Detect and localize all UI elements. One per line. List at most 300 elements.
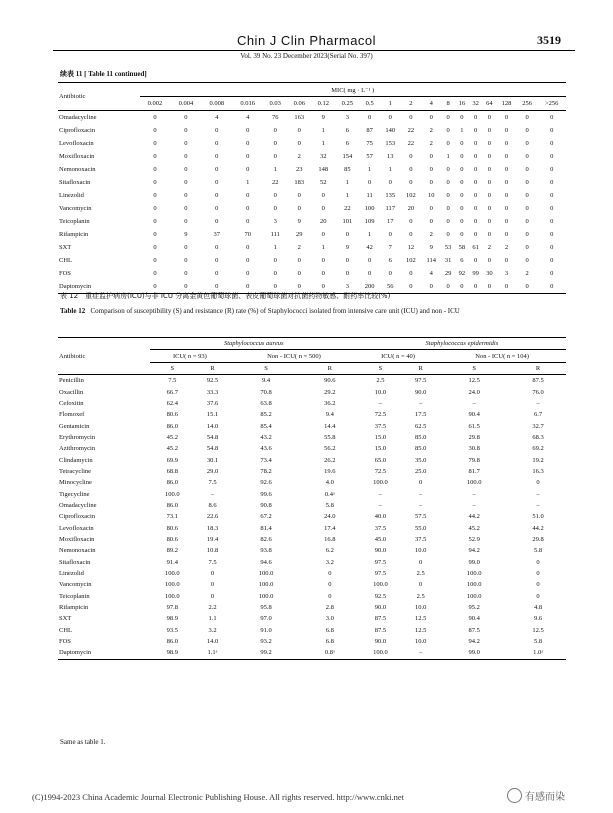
antibiotic-name: Ciprofloxacin (59, 513, 96, 521)
table12-row (58, 466, 566, 477)
mic-count-cell: 0 (504, 166, 509, 173)
table12-title-en (60, 305, 575, 317)
rate-cell: 54.8 (206, 445, 219, 453)
rate-cell: 85.0 (414, 433, 427, 441)
mic-count-cell: 0 (550, 218, 554, 225)
mic-count-cell: 0 (215, 270, 219, 277)
rate-cell: 6.8 (325, 638, 334, 646)
mic-count-cell: 11 (366, 192, 373, 199)
mic-count-cell: 53 (444, 244, 452, 251)
rate-cell: 73.4 (260, 456, 272, 464)
mic-count-cell: 0 (153, 179, 157, 186)
rate-cell: 100.0 (164, 570, 180, 578)
mic-col-header: 256 (522, 100, 533, 107)
rate-cell: – (536, 490, 540, 498)
rate-cell: 86.0 (166, 479, 178, 487)
mic-count-cell: 1 (321, 244, 325, 251)
rate-cell: 97.5 (374, 558, 387, 566)
rate-cell: 80.6 (166, 411, 178, 419)
rate-cell: 25.0 (414, 467, 427, 475)
antibiotic-name: Levofloxacin (59, 140, 94, 147)
mic-count-cell: 0 (446, 205, 450, 212)
mic-count-cell: 0 (504, 283, 509, 290)
mic-count-cell: 57 (366, 153, 373, 160)
table12-row (58, 591, 566, 602)
rate-cell: 100.0 (258, 592, 274, 600)
rate-cell: 100.0 (164, 581, 180, 589)
table12-label: Table 12 (60, 307, 86, 315)
rate-cell: 16.3 (532, 467, 544, 475)
rate-cell: 5.8 (533, 547, 543, 555)
mic-count-cell: 0 (215, 127, 219, 134)
rate-cell: 6.2 (325, 547, 334, 555)
mic-count-cell: 0 (273, 140, 277, 147)
mic-col-header: 0.5 (365, 100, 374, 107)
mic-count-cell: 153 (385, 140, 396, 147)
mic-count-cell: 0 (550, 114, 554, 121)
mic-count-cell: 0 (474, 257, 478, 264)
rate-cell: 37.5 (414, 536, 427, 544)
mic-count-cell: 12 (407, 244, 415, 251)
mic-count-cell: 0 (525, 283, 529, 290)
rate-cell: 6.7 (533, 411, 543, 419)
mic-count-cell: 2 (504, 244, 509, 251)
mic-count-cell: 3 (345, 114, 349, 121)
rate-cell: 78.2 (260, 467, 272, 475)
mic-count-cell: 0 (487, 127, 491, 134)
mic-count-cell: 0 (474, 153, 478, 160)
mic-count-cell: 163 (294, 114, 305, 121)
antibiotic-name: Erythromycin (59, 433, 96, 441)
rate-cell: 14.0 (206, 638, 219, 646)
rate-cell: 98.9 (166, 649, 178, 657)
mic-count-cell: 9 (184, 231, 188, 238)
antibiotic-name: Moxifloxacin (59, 536, 95, 544)
mic-count-cell: 0 (184, 270, 188, 277)
mic-count-cell: 0 (409, 114, 413, 121)
rate-cell: 17.5 (414, 411, 427, 419)
mic-count-cell: 87 (366, 127, 373, 134)
page-number: 3519 (537, 33, 561, 47)
mic-count-cell: 0 (525, 127, 529, 134)
rate-cell: 2.5 (416, 592, 425, 600)
rate-cell: 100.0 (466, 479, 482, 487)
mic-count-cell: 117 (385, 205, 396, 212)
mic-count-cell: 0 (504, 205, 509, 212)
mic-count-cell: 4 (215, 114, 219, 121)
rate-cell: 44.2 (532, 524, 544, 532)
rate-cell: 9.4 (325, 411, 334, 419)
rate-cell: 24.0 (468, 388, 480, 396)
mic-count-cell: 0 (184, 257, 188, 264)
rate-cell: 97.5 (414, 377, 427, 385)
wechat-icon (507, 788, 522, 803)
rate-cell: 1.1ᵃ (207, 649, 218, 657)
mic-count-cell: 0 (487, 179, 491, 186)
rate-cell: 0 (210, 592, 215, 600)
table12-row (58, 454, 566, 465)
mic-count-cell: 0 (215, 166, 219, 173)
mic-count-cell: 0 (153, 283, 157, 290)
table12-row (58, 488, 566, 499)
rate-cell: 87.5 (532, 377, 544, 385)
rate-cell: 63.8 (260, 399, 272, 407)
table11-row (58, 267, 566, 280)
mic-count-cell: 0 (273, 153, 277, 160)
rate-cell: 10.0 (414, 547, 427, 555)
mic-count-cell: 0 (504, 140, 509, 147)
mic-col-header: 32 (472, 100, 479, 107)
rate-cell: 45.2 (166, 433, 178, 441)
table12-row (58, 636, 566, 647)
mic-count-cell: 0 (184, 218, 188, 225)
mic-count-cell: 6 (460, 257, 464, 264)
rate-cell: – (419, 490, 423, 498)
mic-count-cell: 0 (504, 179, 509, 186)
mic-count-cell: 0 (388, 114, 392, 121)
mic-count-cell: 31 (444, 257, 452, 264)
antibiotic-name: Moxifloxacin (59, 153, 95, 160)
rate-cell: 91.0 (260, 626, 272, 634)
rate-cell: 35.0 (414, 456, 427, 464)
mic-count-cell: 1 (388, 166, 392, 173)
rate-cell: 9.6 (533, 615, 543, 623)
mic-count-cell: 0 (429, 114, 433, 121)
rate-cell: 90.0 (414, 388, 427, 396)
rate-cell: 18.3 (206, 524, 219, 532)
mic-col-header: >256 (545, 100, 559, 107)
rate-cell: 51.0 (532, 513, 544, 521)
mic-count-cell: 9 (345, 244, 349, 251)
rate-cell: 100.0 (466, 581, 482, 589)
rate-cell: 15.1 (206, 411, 219, 419)
mic-count-cell: 0 (345, 257, 349, 264)
mic-count-cell: 0 (153, 114, 157, 121)
mic-count-cell: 0 (153, 244, 157, 251)
mic-col-header: 0.06 (293, 100, 305, 107)
rate-cell: 72.5 (374, 411, 387, 419)
rate-cell: 2.5 (416, 570, 425, 578)
mic-count-cell: 17 (387, 218, 394, 225)
rate-cell: 4.8 (533, 604, 543, 612)
mic-count-cell: 0 (321, 257, 325, 264)
antibiotic-name: Omadacycline (59, 114, 97, 121)
rate-cell: 3.2 (208, 626, 217, 634)
mic-count-cell: 2 (429, 127, 433, 134)
mic-count-cell: 140 (385, 127, 396, 134)
rate-cell: 45.2 (468, 524, 480, 532)
mic-count-cell: 0 (525, 114, 529, 121)
antibiotic-name: Daptomycin (59, 283, 92, 290)
mic-count-cell: 0 (446, 218, 450, 225)
rate-cell: 93.8 (260, 547, 272, 555)
table12-row (58, 420, 566, 431)
table12-org-epidermidis: Staphylococcus epidermidis (358, 338, 566, 350)
group-header: ICU( n = 40) (358, 350, 438, 362)
mic-count-cell: 3 (273, 218, 277, 225)
mic-count-cell: 0 (153, 231, 157, 238)
rate-cell: – (472, 490, 476, 498)
mic-col-header: 16 (458, 100, 466, 107)
mic-count-cell: 0 (184, 283, 188, 290)
rate-cell: 24.0 (324, 513, 336, 521)
rate-cell: 68.8 (166, 467, 178, 475)
table11-row (58, 137, 566, 150)
mic-count-cell: 0 (504, 127, 509, 134)
mic-count-cell: 0 (246, 257, 250, 264)
rate-cell: 97.5 (374, 570, 387, 578)
rate-cell: – (378, 399, 383, 407)
antibiotic-name: Vancomycin (59, 581, 92, 589)
mic-count-cell: 1 (321, 140, 325, 147)
mic-count-cell: 0 (460, 218, 464, 225)
mic-count-cell: 0 (215, 257, 219, 264)
mic-count-cell: 0 (550, 257, 554, 264)
journal-title: Chin J Clin Pharmacol (236, 33, 377, 48)
rate-cell: 57.5 (414, 513, 427, 521)
mic-count-cell: 13 (387, 153, 394, 160)
mic-count-cell: 0 (429, 166, 433, 173)
rate-cell: 99.6 (260, 490, 272, 498)
rate-cell: 14.4 (324, 422, 336, 430)
mic-count-cell: 1 (368, 166, 372, 173)
mic-count-cell: 0 (215, 140, 219, 147)
mic-count-cell: 22 (271, 179, 279, 186)
mic-count-cell: 6 (345, 127, 349, 134)
rate-cell: 92.5 (374, 592, 387, 600)
rate-cell: 7.5 (168, 377, 177, 385)
mic-count-cell: 0 (273, 192, 277, 199)
mic-count-cell: 0 (184, 140, 188, 147)
rate-cell: 30.8 (468, 445, 480, 453)
rate-cell: 44.2 (468, 513, 480, 521)
mic-count-cell: 0 (550, 127, 554, 134)
rate-cell: 36.2 (324, 399, 336, 407)
mic-count-cell: 0 (246, 140, 250, 147)
rate-cell: 61.5 (468, 422, 480, 430)
group-header: Non - ICU( n = 104) (438, 350, 566, 362)
mic-count-cell: 0 (246, 205, 250, 212)
mic-count-cell: 0 (409, 179, 413, 186)
rate-cell: 0 (328, 570, 332, 578)
rate-cell: 0 (328, 592, 332, 600)
mic-count-cell: 42 (366, 244, 373, 251)
mic-count-cell: 0 (153, 205, 157, 212)
rate-cell: 15.0 (374, 445, 387, 453)
mic-count-cell: 0 (388, 231, 392, 238)
rate-cell: 15.0 (374, 433, 387, 441)
rate-cell: 67.2 (260, 513, 272, 521)
rate-cell: 5.8 (533, 638, 543, 646)
antibiotic-name: Omadacycline (59, 501, 97, 509)
mic-col-header: 64 (486, 100, 493, 107)
table11-row (58, 189, 566, 202)
rate-cell: 37.6 (206, 399, 219, 407)
mic-count-cell: 0 (297, 205, 301, 212)
rate-cell: 0 (536, 592, 540, 600)
mic-count-cell: 0 (487, 218, 491, 225)
rate-cell: 82.6 (260, 536, 272, 544)
table11-row (58, 176, 566, 189)
rate-cell: 54.8 (206, 433, 219, 441)
rate-cell: 19.2 (532, 456, 544, 464)
rate-cell: 29.8 (532, 536, 544, 544)
mic-count-cell: 0 (368, 270, 372, 277)
rate-cell: 100.0 (466, 570, 482, 578)
rate-cell: 62.4 (166, 399, 178, 407)
table11-row (58, 228, 566, 241)
susceptible-header: S (170, 364, 175, 372)
rate-cell: 86.0 (166, 638, 178, 646)
rate-cell: 22.6 (206, 513, 219, 521)
mic-count-cell: 0 (446, 114, 450, 121)
mic-count-cell: 0 (297, 140, 301, 147)
mic-count-cell: 20 (320, 218, 327, 225)
mic-count-cell: 0 (321, 192, 325, 199)
rate-cell: 93.5 (166, 626, 178, 634)
table12-row (58, 534, 566, 545)
mic-count-cell: 0 (446, 166, 450, 173)
mic-count-cell: 111 (270, 231, 280, 238)
mic-count-cell: 1 (446, 153, 450, 160)
mic-count-cell: 2 (429, 140, 433, 147)
rate-cell: 6.8 (325, 626, 334, 634)
table11-row (58, 111, 566, 125)
mic-count-cell: 0 (184, 114, 188, 121)
mic-count-cell: 0 (215, 192, 219, 199)
mic-count-cell: 75 (366, 140, 373, 147)
mic-count-cell: 85 (344, 166, 351, 173)
mic-count-cell: 2 (525, 270, 529, 277)
rate-cell: 94.2 (468, 638, 480, 646)
mic-count-cell: 9 (321, 114, 325, 121)
rate-cell: 43.2 (260, 433, 272, 441)
mic-count-cell: 1 (345, 179, 349, 186)
mic-count-cell: 0 (368, 179, 372, 186)
resistant-header: R (535, 364, 541, 372)
rate-cell: 7.5 (208, 479, 217, 487)
antibiotic-name: Vancomycin (59, 205, 92, 212)
mic-count-cell: 0 (550, 192, 554, 199)
antibiotic-name: Daptomycin (59, 649, 92, 657)
rate-cell: 85.0 (414, 445, 427, 453)
mic-count-cell: 0 (184, 166, 188, 173)
mic-count-cell: 1 (273, 166, 277, 173)
antibiotic-name: Azithromycin (59, 445, 96, 453)
mic-col-header: 8 (446, 100, 450, 107)
mic-count-cell: 154 (342, 153, 353, 160)
watermark (507, 788, 565, 803)
rate-cell: 40.0 (374, 513, 387, 521)
mic-count-cell: 1 (321, 127, 325, 134)
mic-count-cell: 56 (387, 283, 394, 290)
mic-count-cell: 0 (246, 192, 250, 199)
mic-count-cell: 92 (458, 270, 466, 277)
mic-count-cell: 0 (273, 257, 277, 264)
antibiotic-name: Tigecycline (59, 490, 90, 498)
antibiotic-name: FOS (59, 638, 71, 646)
mic-count-cell: 0 (460, 205, 464, 212)
rate-cell: 7.5 (208, 558, 217, 566)
mic-count-cell: 114 (426, 257, 437, 264)
rate-cell: 19.6 (324, 467, 336, 475)
mic-count-cell: 0 (409, 283, 413, 290)
rate-cell: 69.9 (166, 456, 178, 464)
rate-cell: 14.0 (206, 422, 219, 430)
rate-cell: 90.6 (324, 377, 336, 385)
rate-cell: 90.0 (374, 604, 387, 612)
mic-count-cell: 0 (273, 127, 277, 134)
antibiotic-name: Gentamicin (59, 422, 90, 430)
mic-count-cell: 0 (429, 179, 433, 186)
mic-count-cell: 0 (460, 179, 464, 186)
resistant-header: R (418, 364, 423, 372)
rate-cell: 43.6 (260, 445, 272, 453)
mic-count-cell: 0 (460, 283, 464, 290)
rate-cell: 29.8 (468, 433, 480, 441)
group-header: ICU( n = 93) (150, 350, 230, 362)
rate-cell: 55.0 (414, 524, 427, 532)
table11-row (58, 215, 566, 228)
rate-cell: 17.4 (324, 524, 336, 532)
mic-count-cell: 0 (273, 283, 277, 290)
rate-cell: 0.8ᵃ (324, 649, 335, 657)
mic-count-cell: 0 (297, 127, 301, 134)
mic-count-cell: 0 (550, 244, 554, 251)
mic-count-cell: 0 (184, 192, 188, 199)
rate-cell: 87.5 (468, 626, 480, 634)
mic-count-cell: 0 (321, 205, 325, 212)
mic-count-cell: 20 (407, 205, 415, 212)
mic-count-cell: 0 (388, 179, 392, 186)
rate-cell: 12.5 (414, 615, 427, 623)
table11-mic-header: MIC( mg · L⁻¹ ) (140, 83, 567, 97)
rate-cell: 0 (419, 558, 423, 566)
susceptible-header: S (264, 364, 268, 372)
mic-count-cell: 0 (153, 270, 157, 277)
mic-count-cell: 0 (550, 140, 554, 147)
rate-cell: 0.4ᵃ (324, 490, 335, 498)
mic-count-cell: 0 (525, 257, 529, 264)
rate-cell: – (536, 399, 540, 407)
antibiotic-name: Sitafloxacin (59, 558, 91, 566)
mic-count-cell: 0 (429, 205, 433, 212)
mic-count-cell: 0 (487, 140, 491, 147)
rate-cell: 32.7 (532, 422, 544, 430)
susceptible-header: S (378, 364, 383, 372)
mic-count-cell: 0 (460, 192, 464, 199)
rate-cell: 26.2 (324, 456, 336, 464)
mic-count-cell: 0 (446, 140, 450, 147)
mic-count-cell: 0 (273, 205, 277, 212)
table12-row (58, 557, 566, 568)
rate-cell: 1.0ᵃ (533, 649, 543, 657)
rate-cell: 56.2 (324, 445, 336, 453)
rate-cell: 90.0 (374, 638, 387, 646)
mic-count-cell: 0 (446, 283, 450, 290)
mic-count-cell: 3 (504, 270, 509, 277)
table12-col-antibiotic: Antibiotic (58, 338, 150, 375)
mic-col-header: 2 (409, 100, 413, 107)
resistant-header: R (210, 364, 215, 372)
rate-cell: 33.3 (206, 388, 219, 396)
mic-count-cell: 0 (246, 283, 250, 290)
mic-count-cell: 0 (504, 114, 509, 121)
antibiotic-name: Linezolid (59, 570, 84, 578)
mic-col-header: 128 (501, 100, 512, 107)
mic-count-cell: 0 (297, 270, 301, 277)
mic-count-cell: 0 (474, 140, 478, 147)
